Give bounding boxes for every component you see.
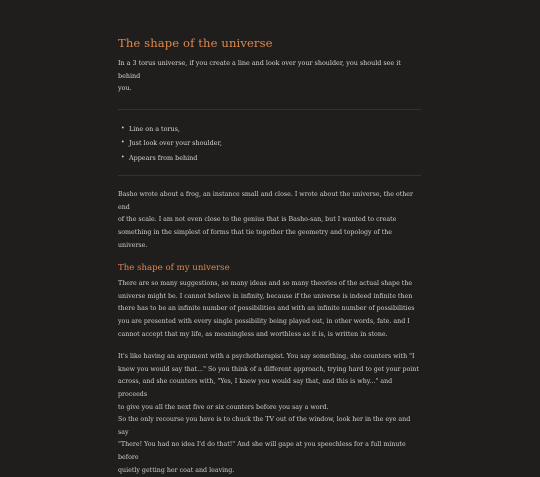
paragraph-basho: [118, 189, 421, 252]
paragraph-line: quietly getting her coat and leaving.: [118, 466, 235, 474]
intro-line: you.: [118, 84, 132, 92]
paragraph-line: universe might be. I cannot believe in infinity, because if the universe is indeed infinite then: [118, 292, 413, 300]
paragraph-line: Basho wrote about a frog, an instance small and close. I wrote about the universe, the other end: [118, 191, 414, 211]
article-intro: [118, 57, 421, 95]
section-heading: The shape of my universe: [118, 263, 230, 274]
bullet-icon: •: [121, 153, 125, 161]
article: [118, 36, 421, 477]
paragraph-line: It's like having an argument with a psychotherapist. You say something, she counters with "I: [118, 353, 415, 361]
haiku-line: [121, 122, 421, 137]
paragraph-line: There are so many suggestions, so many ideas and so many theories of the actual shape the: [118, 280, 413, 288]
paragraph-line: across, and she counters with, "Yes, I knew you would say that, and this is why..." and proceeds: [118, 378, 393, 398]
paragraph-line: of the scale. I am not even close to the genius that is Basho-san, but I wanted to create: [118, 216, 397, 224]
divider: [118, 109, 421, 110]
intro-line: In a 3 torus universe, if you create a line and look over your shoulder, you should see it behind: [118, 59, 401, 80]
paragraph-line: there has to be an infinite number of possibilities and with an infinite number of possibilities: [118, 305, 415, 313]
bullet-icon: •: [121, 124, 125, 132]
paragraph-psychotherapist: [118, 351, 421, 477]
haiku-line-text: Appears from behind: [129, 153, 198, 162]
paragraph-line: to give you all the next five or six counters before you say a word.: [118, 403, 329, 411]
divider: [118, 175, 421, 176]
paragraph-line: you are presented with every single possibility being played out, in other words, fate. and I: [118, 318, 410, 326]
haiku-line: [121, 151, 421, 166]
article-title: The shape of the universe: [118, 36, 273, 50]
bullet-icon: •: [121, 139, 125, 147]
haiku-line: [121, 136, 421, 151]
paragraph-line: So the only recourse you have is to chuck the TV out of the window, look her in the eye and say: [118, 416, 411, 436]
haiku-line-text: Just look over your shoulder,: [129, 139, 222, 148]
paragraph-line: knew you would say that..." So you think of a different approach, trying hard to get your point: [118, 365, 419, 373]
paragraph-infinity: [118, 278, 421, 341]
paragraph-line: "There! You had no idea I'd do that!" And she will gape at you speechless for a full minute before: [118, 441, 406, 461]
paragraph-line: something in the simplest of forms that tie together the geometry and topology of the universe.: [118, 229, 393, 249]
haiku-line-text: Line on a torus,: [129, 124, 180, 133]
haiku-list: [118, 122, 421, 166]
paragraph-line: cannot accept that my life, as meaningless and worthless as it is, is written in stone.: [118, 330, 388, 338]
